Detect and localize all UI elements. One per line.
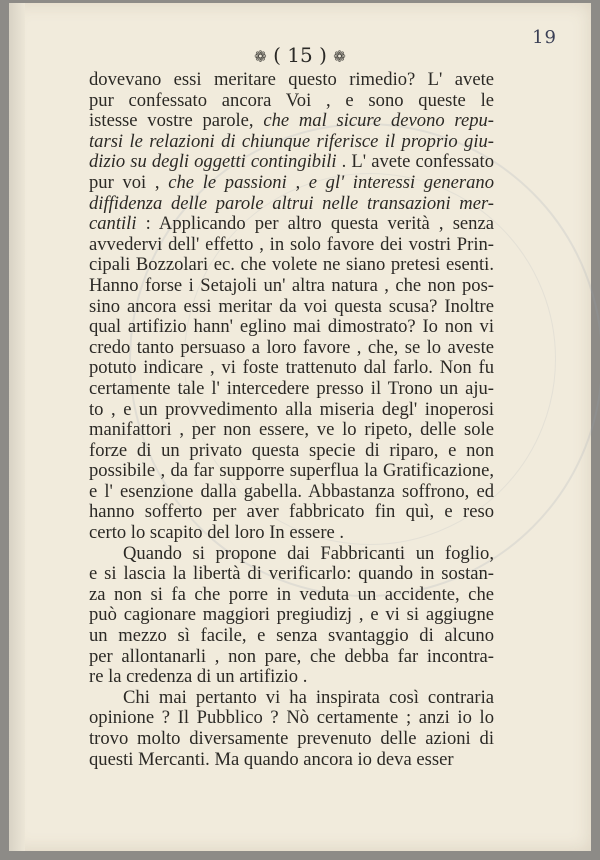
text-line [89, 626, 494, 647]
text-run: istesse vostre parole, [89, 110, 264, 132]
text-run: credo tanto persuaso a loro favore , che, se lo aveste [89, 336, 494, 358]
text-run: e si lascia la libertà di verificarlo: quando in sostan- [89, 563, 494, 585]
text-line [89, 667, 494, 688]
italic-text: che le passioni , e gl' interessi generano [168, 171, 495, 193]
text-run: Quando si propone dai Fabbricanti un foglio, [123, 542, 494, 564]
italic-text: tarsi le relazioni di chiunque riferisce il proprio giu- [89, 130, 494, 152]
italic-text: cantili [89, 213, 137, 235]
text-run: : Applicando per altro questa verità , senza [136, 213, 494, 235]
text-line [89, 729, 494, 750]
text-line [89, 708, 494, 729]
text-run: dovevano essi meritare questo rimedio? L' avete [89, 69, 494, 90]
text-run: un mezzo sì facile, e senza svantaggio di alcuno [89, 625, 494, 647]
italic-text: diffidenza delle parole altrui nelle transazioni mer- [89, 192, 494, 214]
text-line [89, 482, 494, 503]
left-ornament-icon: ❁ [254, 47, 267, 66]
text-line [89, 70, 494, 91]
text-line [89, 523, 494, 544]
text-line [89, 544, 494, 565]
text-line [89, 564, 494, 585]
text-line [89, 647, 494, 668]
text-run: . L' avete confessato [336, 151, 494, 173]
text-run: certamente tale l' intercedere presso il Trono un aju- [89, 377, 494, 399]
text-line [89, 297, 494, 318]
text-run: manifattori , per non essere, ve lo ripeto, delle sole [89, 419, 494, 441]
folio-number: 19 [532, 27, 557, 48]
text-line [89, 688, 494, 709]
text-run: forze di un privato questa specie di riparo, e non [89, 439, 494, 461]
text-run: pur voi , [89, 171, 169, 193]
text-line [89, 585, 494, 606]
italic-text: dizio su degli oggetti contingibili [89, 151, 337, 173]
text-run: hanno sofferto per aver fabbricato fin quì, e reso [89, 501, 494, 523]
text-line [89, 235, 494, 256]
text-run: cipali Bozzolari ec. che volete ne siano pretesi esenti. [89, 254, 494, 276]
text-line [89, 502, 494, 523]
text-line [89, 750, 494, 771]
text-line [89, 276, 494, 297]
text-line [89, 379, 494, 400]
text-run: sino ancora essi meritar da voi questa scusa? Inoltre [89, 295, 494, 317]
page-binding-edge [9, 3, 25, 851]
text-run: opinione ? Il Pubblico ? Nò certamente ; anzi io lo [89, 707, 494, 729]
text-line [89, 173, 494, 194]
text-run: pur confessato ancora Voi , e sono queste le [89, 89, 494, 111]
text-run: potuto indicare , vi foste trattenuto dal farlo. Non fu [89, 357, 494, 379]
text-line [89, 132, 494, 153]
text-line [89, 420, 494, 441]
text-line [89, 214, 494, 235]
text-line [89, 441, 494, 462]
text-line [89, 91, 494, 112]
right-ornament-icon: ❁ [333, 47, 346, 66]
text-run: per allontanarli , non pare, che debba far incontra- [89, 645, 494, 667]
page-number: ( 15 ) [273, 43, 327, 67]
text-run: za non si fa che porre in veduta un accidente, che [89, 583, 494, 605]
text-run: certo lo scapito del loro In essere . [89, 522, 345, 544]
text-line [89, 338, 494, 359]
text-run: trovo molto diversamente prevenuto delle azioni di [89, 728, 494, 749]
text-run: re la credenza di un artifizio . [89, 666, 308, 688]
text-run: questi Mercanti. Ma quando ancora io deva esser [89, 748, 454, 770]
text-run: possibile , da far supporre superflua la Gratificazione, [89, 460, 494, 482]
page-header [9, 43, 591, 67]
text-run: e l' esenzione dalla gabella. Abbastanza soffrono, ed [89, 480, 494, 502]
text-line [89, 461, 494, 482]
text-run: qual artifizio hann' eglino mai dimostrato? Io non vi [89, 316, 494, 338]
text-line [89, 255, 494, 276]
text-line [89, 358, 494, 379]
book-page [9, 3, 591, 851]
text-line [89, 152, 494, 173]
text-line [89, 605, 494, 626]
text-line [89, 194, 494, 215]
text-run: Chi mai pertanto vi ha inspirata così contraria [123, 686, 494, 708]
text-line [89, 317, 494, 338]
text-line [89, 111, 494, 132]
text-line [89, 400, 494, 421]
body-text [89, 70, 494, 770]
italic-text: che mal sicure devono repu- [263, 110, 494, 132]
text-run: to , e un provvedimento alla miseria degl' inoperosi [89, 398, 494, 420]
text-run: Hanno forse i Setajoli un' altra natura , che non pos- [89, 274, 494, 296]
text-run: può cagionare maggiori pregiudizj , e vi si aggiugne [89, 604, 494, 626]
text-run: avvedervi dell' effetto , in solo favore dei vostri Prin- [89, 233, 494, 255]
